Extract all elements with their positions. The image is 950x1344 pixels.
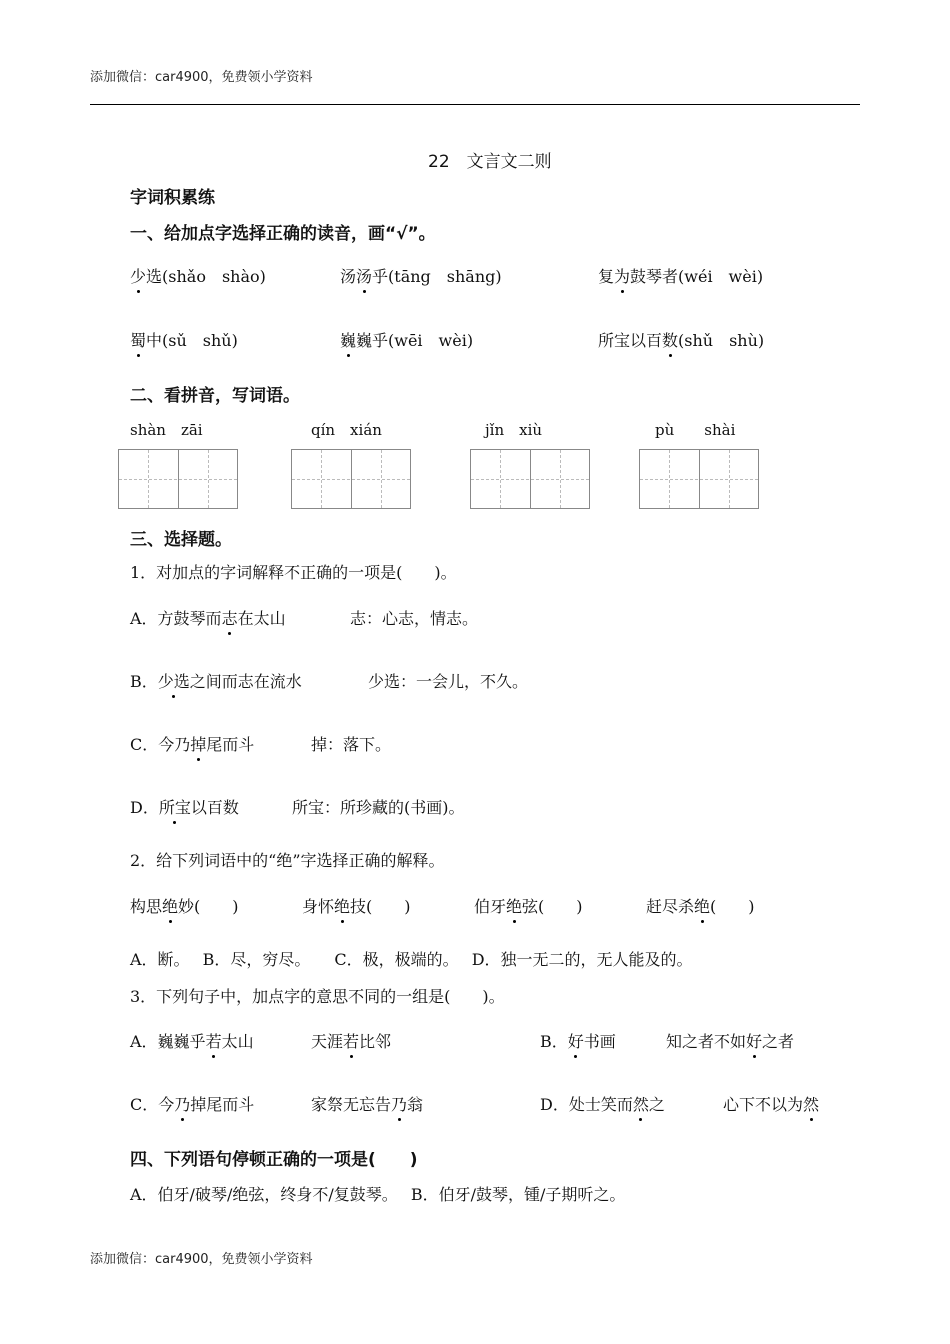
page-title: 22 文言文二则 (428, 152, 552, 172)
dotted-char: 蜀 (130, 328, 146, 351)
q3-option-d-2: 心下不以为然 (723, 1092, 819, 1115)
category-label: 字词积累练 (130, 188, 215, 208)
pinyin-label: shàn zāi (130, 421, 203, 439)
dotted-char: 汤 (356, 264, 372, 287)
q3-option-a: A．巍巍乎若太山 (130, 1029, 254, 1052)
q2-word: 伯牙绝弦( ) (474, 894, 583, 917)
q2-word: 身怀绝技( ) (302, 894, 411, 917)
reading-item: 汤汤乎(tāng shāng) (340, 264, 502, 287)
q2-choices: A．断。 B．尽，穷尽。 C．极，极端的。 D．独一无二的，无人能及的。 (130, 950, 693, 969)
reading-item: 巍巍乎(wēi wèi) (340, 328, 473, 351)
section2-heading: 二、看拼音，写词语。 (130, 386, 300, 406)
dotted-char: 为 (614, 264, 630, 287)
header-watermark: 添加微信：car4900，免费领小学资料 (90, 70, 313, 85)
q3-option-d: D．处士笑而然之 (540, 1092, 665, 1115)
q1-option-c-expl: 掉：落下。 (311, 735, 392, 754)
reading-item: 少选(shǎo shào) (130, 264, 266, 287)
dotted-char: 数 (662, 328, 678, 351)
q1-option-b-expl: 少选：一会儿，不久。 (368, 672, 529, 691)
writing-grid[interactable] (639, 449, 759, 509)
dotted-char: 巍 (340, 328, 356, 351)
q3-option-b-2: 知之者不如好之者 (666, 1029, 794, 1052)
writing-grid[interactable] (291, 449, 411, 509)
q1-option-d-expl: 所宝：所珍藏的(书画)。 (292, 798, 465, 817)
section3-heading: 三、选择题。 (130, 530, 232, 550)
q3-option-c-2: 家祭无忘告乃翁 (311, 1092, 423, 1115)
q3-option-c: C．今乃掉尾而斗 (130, 1092, 254, 1115)
q1-option-c: C．今乃掉尾而斗 (130, 732, 254, 755)
writing-grid[interactable] (470, 449, 590, 509)
pinyin-label: pù shài (655, 421, 736, 439)
q1-option-a-expl: 志：心志，情志。 (350, 609, 479, 628)
reading-item: 蜀中(sǔ shǔ) (130, 328, 238, 351)
reading-item: 所宝以百数(shǔ shù) (598, 328, 764, 351)
section1-heading: 一、给加点字选择正确的读音，画“√”。 (130, 224, 436, 244)
reading-item: 复为鼓琴者(wéi wèi) (598, 264, 763, 287)
q3-option-a-2: 天涯若比邻 (311, 1029, 391, 1052)
pinyin-label: qín xián (311, 421, 382, 439)
q3-option-b: B．好书画 (540, 1029, 616, 1052)
dotted-char: 少 (130, 264, 146, 287)
section4-heading: 四、下列语句停顿正确的一项是( ) (130, 1150, 418, 1170)
q2-word: 构思绝妙( ) (130, 894, 239, 917)
q3-stem: 3．下列句子中，加点字的意思不同的一组是( )。 (130, 987, 505, 1006)
q1-stem: 1．对加点的字词解释不正确的一项是( )。 (130, 563, 457, 582)
footer-watermark: 添加微信：car4900，免费领小学资料 (90, 1252, 313, 1267)
section4-options: A．伯牙/破琴/绝弦，终身不/复鼓琴。 B．伯牙/鼓琴，锺/子期听之。 (130, 1185, 626, 1204)
header-divider (90, 104, 860, 105)
q1-option-a: A．方鼓琴而志在太山 (130, 606, 286, 629)
q1-option-b: B．少选之间而志在流水 (130, 669, 302, 692)
q2-stem: 2．给下列词语中的“绝”字选择正确的解释。 (130, 851, 445, 870)
q2-word: 赶尽杀绝( ) (646, 894, 755, 917)
writing-grid[interactable] (118, 449, 238, 509)
pinyin-label: jǐn xiù (485, 421, 543, 439)
q1-option-d: D．所宝以百数 (130, 795, 239, 818)
